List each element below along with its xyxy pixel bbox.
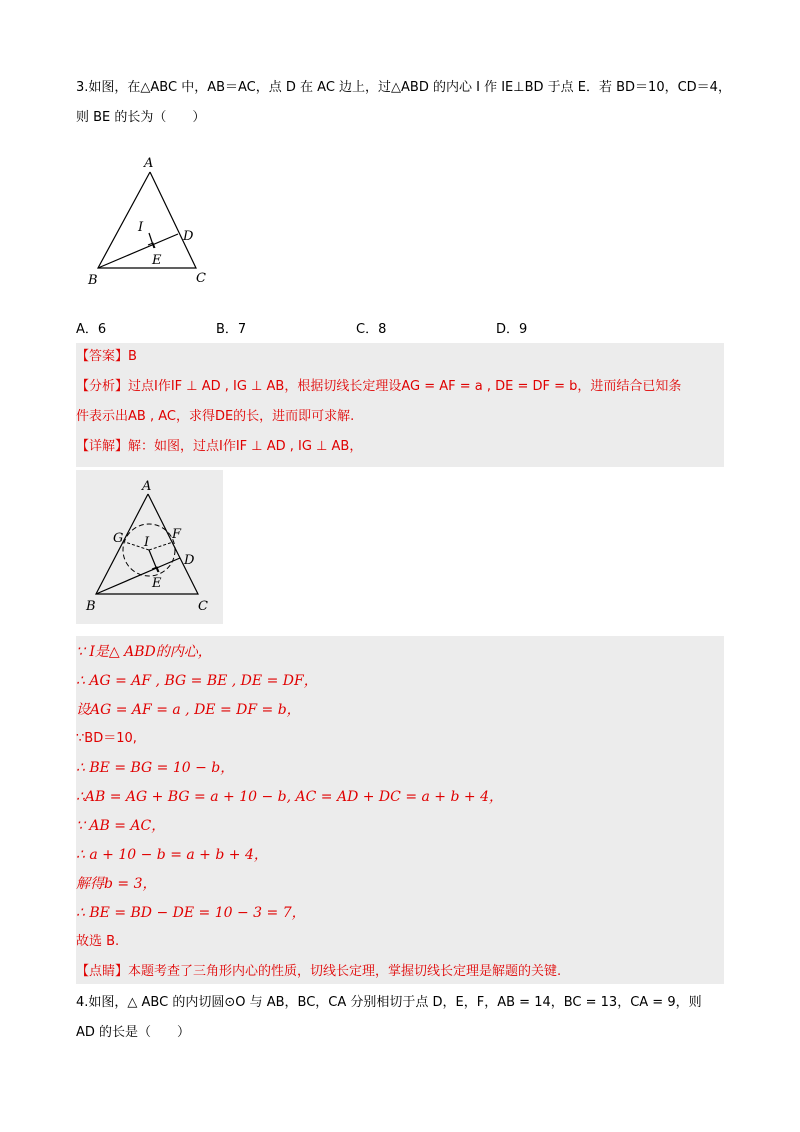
comment-line: 【点睛】本题考查了三角形内心的性质，切线长定理，掌握切线长定理是解题的关键. bbox=[76, 964, 562, 979]
option-b: B．7 bbox=[216, 322, 247, 337]
detail-line: 【详解】解：如图，过点I作IF ⊥ AD , IG ⊥ AB， bbox=[76, 439, 363, 454]
question-3-text-line2: 则 BE 的长为（ ） bbox=[76, 110, 206, 125]
analysis-line1: 【分析】过点I作IF ⊥ AD , IG ⊥ AB，根据切线长定理设AG = AF = a , DE = DF = b，进而结合已知条 bbox=[76, 379, 682, 394]
step-11: 故选 B. bbox=[76, 934, 120, 949]
question-3-figure bbox=[82, 150, 222, 290]
label-d: D bbox=[183, 229, 194, 244]
option-a: A．6 bbox=[76, 322, 107, 337]
option-d: D．9 bbox=[496, 322, 528, 337]
label-e: E bbox=[152, 576, 162, 591]
label-b: B bbox=[86, 599, 96, 614]
segment-bd bbox=[98, 234, 178, 268]
step-8: ∴ a + 10 − b = a + b + 4， bbox=[76, 847, 268, 863]
step-3: 设AG = AF = a , DE = DF = b， bbox=[76, 702, 301, 718]
step-10: ∴ BE = BD − DE = 10 − 3 = 7， bbox=[76, 905, 306, 921]
option-c: C．8 bbox=[356, 322, 387, 337]
answer-line: 【答案】B bbox=[76, 349, 137, 364]
segment-if bbox=[149, 542, 173, 550]
label-i: I bbox=[138, 220, 144, 235]
triangle-abc bbox=[98, 172, 196, 268]
label-b: B bbox=[88, 273, 98, 288]
step-4: ∵BD＝10, bbox=[76, 731, 137, 746]
analysis-line2: 件表示出AB , AC，求得DE的长，进而即可求解. bbox=[76, 409, 355, 424]
step-1: ∵ I是△ ABD的内心， bbox=[76, 644, 212, 660]
question-4-text-line2: AD 的长是（ ） bbox=[76, 1025, 191, 1040]
label-g: G bbox=[113, 531, 124, 546]
label-c: C bbox=[198, 599, 208, 614]
label-c: C bbox=[196, 271, 206, 286]
label-f: F bbox=[172, 527, 182, 542]
step-9: 解得b = 3， bbox=[76, 876, 157, 892]
step-7: ∵ AB = AC， bbox=[76, 818, 166, 834]
label-e: E bbox=[152, 253, 162, 268]
step-5: ∴ BE = BG = 10 − b， bbox=[76, 760, 235, 776]
label-a: A bbox=[144, 156, 154, 171]
step-2: ∴ AG = AF , BG = BE , DE = DF， bbox=[76, 673, 318, 689]
label-d: D bbox=[184, 553, 195, 568]
label-a: A bbox=[142, 479, 152, 494]
segment-bd bbox=[96, 558, 180, 594]
step-6: ∴AB = AG + BG = a + 10 − b, AC = AD + DC = a + b + 4， bbox=[76, 789, 503, 805]
question-3-text-line1: 3.如图，在△ABC 中，AB＝AC，点 D 在 AC 边上，过△ABD 的内心 I 作 IE⊥BD 于点 E．若 BD＝10，CD＝4， bbox=[76, 80, 731, 95]
question-4-text-line1: 4.如图，△ ABC 的内切圆⊙O 与 AB，BC，CA 分别相切于点 D，E，F，AB = 14，BC = 13，CA = 9，则 bbox=[76, 995, 702, 1010]
label-i: I bbox=[144, 535, 150, 550]
solution-figure bbox=[76, 472, 223, 622]
